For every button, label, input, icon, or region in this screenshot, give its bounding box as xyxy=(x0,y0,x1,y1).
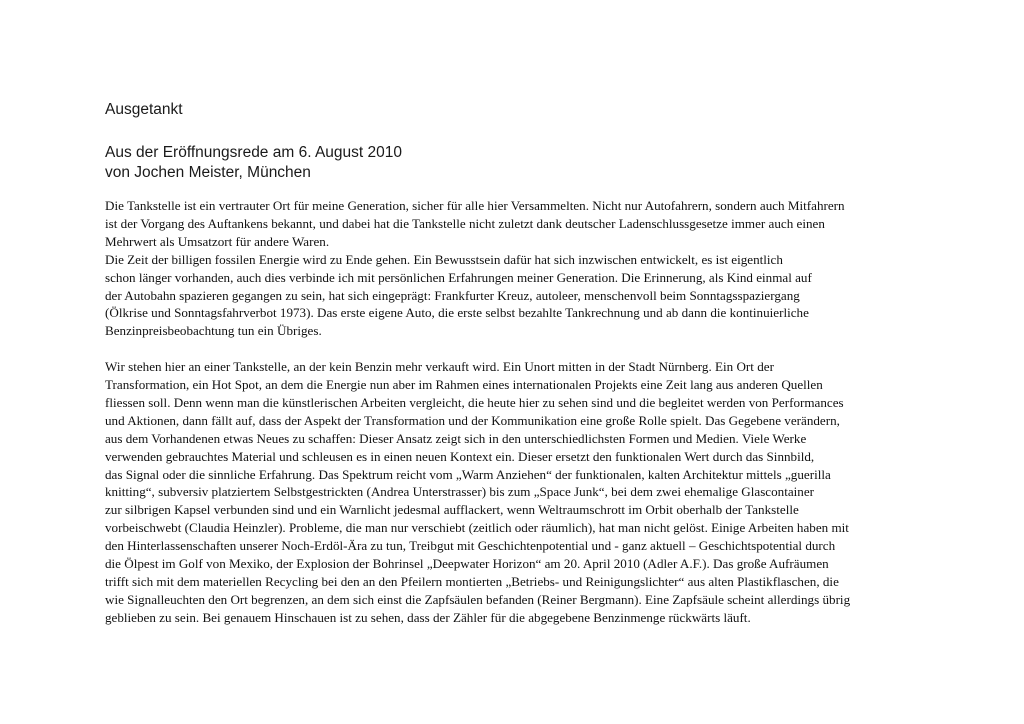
text-line: das Signal oder die sinnliche Erfahrung. Das Spektrum reicht vom „Warm Anziehen“ der funktionalen, kalten Architektur mittels „guerilla xyxy=(105,466,831,482)
text-line: schon länger vorhanden, auch dies verbinde ich mit persönlichen Erfahrungen meiner Generation. Die Erinnerung, als Kind einmal auf xyxy=(105,269,812,285)
text-line: zur silbrigen Kapsel verbunden sind und ein Warnlicht jedesmal aufflackert, wenn Weltraumschrott im Orbit oberhalb der Tankstelle xyxy=(105,502,799,518)
text-line: aus dem Vorhandenen etwas Neues zu schaffen: Dieser Ansatz zeigt sich in den unterschiedlichsten Formen und Medien. Viele Werke xyxy=(105,430,807,446)
text-line: Wir stehen hier an einer Tankstelle, an der kein Benzin mehr verkauft wird. Ein Unort mitten in der Stadt Nürnberg. Ein Ort der xyxy=(105,359,774,375)
text-line: Benzinpreisbeobachtung tun ein Übriges. xyxy=(105,323,322,339)
text-line: trifft sich mit dem materiellen Recycling bei den an den Pfeilern montierten „Betriebs- und Reinigungslichter“ aus alten Plastikflaschen, die xyxy=(105,574,839,590)
text-line: verwenden gebrauchtes Material und schleusen es in einen neuen Kontext ein. Dieser ersetzt den funktionalen Wert durch das Sinnbild, xyxy=(105,448,815,464)
document-subtitle xyxy=(105,143,402,182)
text-line: knitting“, subversiv platziertem Selbstgestrickten (Andrea Unterstrasser) bis zum „Space Junk“, bei dem zwei ehemalige Glascontainer xyxy=(105,484,815,500)
text-line: Transformation, ein Hot Spot, an dem die Energie nun aber im Rahmen eines internationalen Projekts eine Zeit lang aus anderen Quellen xyxy=(105,377,823,393)
paragraph-1 xyxy=(105,197,945,340)
text-line: Die Tankstelle ist ein vertrauter Ort für meine Generation, sicher für alle hier Versammelten. Nicht nur Autofahrern, sondern auch Mitfahrern xyxy=(105,198,845,213)
text-line: der Autobahn spazieren gegangen zu sein, hat sich eingeprägt: Frankfurter Kreuz, autoleer, menschenvoll beim Sonntagsspaziergang xyxy=(105,287,800,303)
text-line: wie Signalleuchten den Ort begrenzen, an dem sich einst die Zapfsäulen befanden (Reiner Bergmann). Eine Zapfsäule scheint allerdings übrig xyxy=(105,591,851,607)
paragraph-2 xyxy=(105,358,945,627)
text-line: geblieben zu sein. Bei genauem Hinschauen ist zu sehen, dass der Zähler für die abgegebene Benzinmenge rückwärts läuft. xyxy=(105,609,751,625)
document-title: Ausgetankt xyxy=(105,101,183,118)
subtitle-line: Aus der Eröffnungsrede am 6. August 2010 xyxy=(105,144,402,161)
text-line: vorbeischwebt (Claudia Heinzler). Probleme, die man nur verschiebt (zeitlich oder räumlich), hat man nicht gelöst. Einige Arbeiten haben mit xyxy=(105,520,849,536)
text-line: (Ölkrise und Sonntagsfahrverbot 1973). Das erste eigene Auto, die erste selbst bezahlte Tankrechnung und ab dann die kontinuierliche xyxy=(105,305,809,321)
text-line: ist der Vorgang des Auftankens bekannt, und dabei hat die Tankstelle nicht zuletzt dank deutscher Ladenschlussgesetze immer auch einen xyxy=(105,215,825,231)
text-line: den Hinterlassenschaften unserer Noch-Erdöl-Ära zu tun, Treibgut mit Geschichtenpotential und - ganz aktuell – Geschichtspotential durch xyxy=(105,538,836,554)
text-line: Mehrwert als Umsatzort für andere Waren. xyxy=(105,233,330,249)
text-line: fliessen soll. Denn wenn man die künstlerischen Arbeiten vergleicht, die heute hier zu sehen sind und die begleitet werden von Performances xyxy=(105,394,844,410)
subtitle-line: von Jochen Meister, München xyxy=(105,163,311,181)
text-line: die Ölpest im Golf von Mexiko, der Explosion der Bohrinsel „Deepwater Horizon“ am 20. April 2010 (Adler A.F.). Das große Aufräumen xyxy=(105,556,829,572)
text-line: Die Zeit der billigen fossilen Energie wird zu Ende gehen. Ein Bewusstsein dafür hat sich inzwischen entwickelt, es ist eigentlich xyxy=(105,251,783,267)
document-body xyxy=(105,197,945,627)
text-line: und Aktionen, dann fällt auf, dass der Aspekt der Transformation und der Kommunikation eine große Rolle spielt. Das Gegebene verändern, xyxy=(105,412,840,428)
